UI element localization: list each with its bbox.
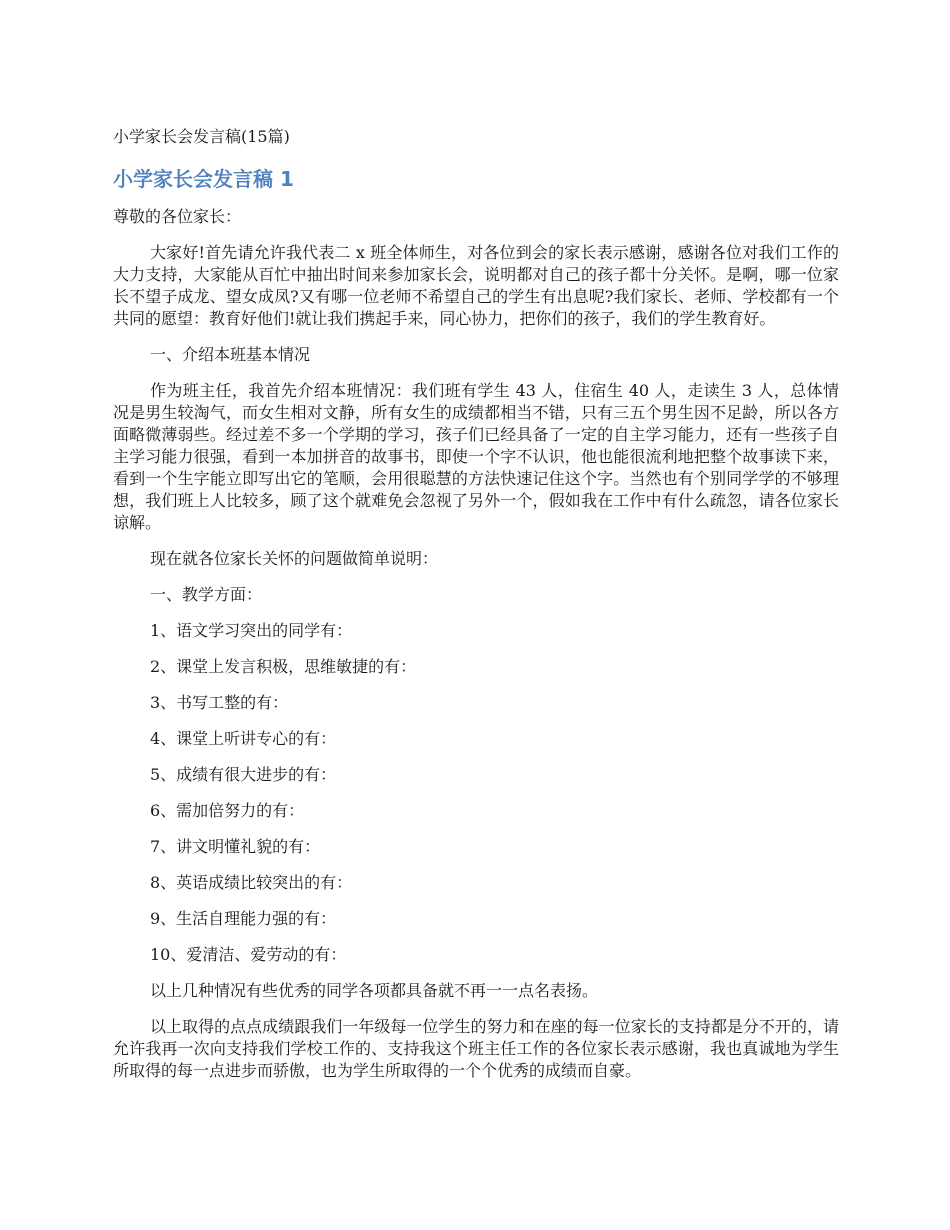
list-item: 1、语文学习突出的同学有：	[150, 621, 353, 640]
document-body	[113, 126, 839, 1096]
list-item: 2、课堂上发言积极，思维敏捷的有：	[150, 657, 417, 676]
list-item: 8、英语成绩比较突出的有：	[150, 873, 353, 892]
summary-paragraph: 以上几种情况有些优秀的同学各项都具备就不再一一点名表扬。	[150, 981, 599, 1000]
list-item: 10、爱清洁、爱劳动的有：	[150, 945, 347, 964]
list-item: 4、课堂上听讲专心的有：	[150, 729, 337, 748]
list-item: 7、讲文明懂礼貌的有：	[150, 837, 321, 856]
subheading-teaching: 一、教学方面：	[150, 585, 263, 604]
section-heading: 小学家长会发言稿 1	[113, 167, 294, 191]
salutation: 尊敬的各位家长：	[113, 207, 242, 226]
list-item: 9、生活自理能力强的有：	[150, 909, 337, 928]
explanation-intro: 现在就各位家长关怀的问题做简单说明：	[150, 549, 439, 568]
list-item: 3、书写工整的有：	[150, 693, 289, 712]
class-intro-paragraph: 作为班主任，我首先介绍本班情况：我们班有学生 43 人，住宿生 40 人，走读生 3 人，总体情况是男生较淘气，而女生相对文静，所有女生的成绩都相当不错，只有三五个男生因不足龄，所以各方面略微薄弱些。经过差不多一个学期的学习，孩子们已经具备了一定的自主学习能力，还有一些孩子自主学习能力很强，看到一本加拼音的故事书，即使一个字不认识，他也能很流利地把整个故事读下来，看到一个生字能立即写出它的笔顺，会用很聪慧的方法快速记住这个字。当然也有个别同学学的不够理想，我们班上人比较多，顾了这个就难免会忽视了另外一个，假如我在工作中有什么疏忽，请各位家长谅解。	[113, 381, 839, 532]
closing-paragraph: 以上取得的点点成绩跟我们一年级每一位学生的努力和在座的每一位家长的支持都是分不开的，请允许我再一次向支持我们学校工作的、支持我这个班主任工作的各位家长表示感谢，我也真诚地为学生所取得的每一点进步而骄傲，也为学生所取得的一个个优秀的成绩而自豪。	[113, 1017, 839, 1080]
list-item: 6、需加倍努力的有：	[150, 801, 305, 820]
list-item: 5、成绩有很大进步的有：	[150, 765, 337, 784]
opening-paragraph: 大家好!首先请允许我代表二 x 班全体师生，对各位到会的家长表示感谢，感谢各位对我们工作的大力支持，大家能从百忙中抽出时间来参加家长会，说明都对自己的孩子都十分关怀。是啊，哪一位家长不望子成龙、望女成凤?又有哪一位老师不希望自己的学生有出息呢?我们家长、老师、学校都有一个共同的愿望：教育好他们!就让我们携起手来，同心协力，把你们的孩子，我们的学生教育好。	[113, 243, 839, 328]
document-title: 小学家长会发言稿(15篇)	[113, 127, 290, 146]
subheading-class-intro: 一、介绍本班基本情况	[150, 345, 311, 364]
